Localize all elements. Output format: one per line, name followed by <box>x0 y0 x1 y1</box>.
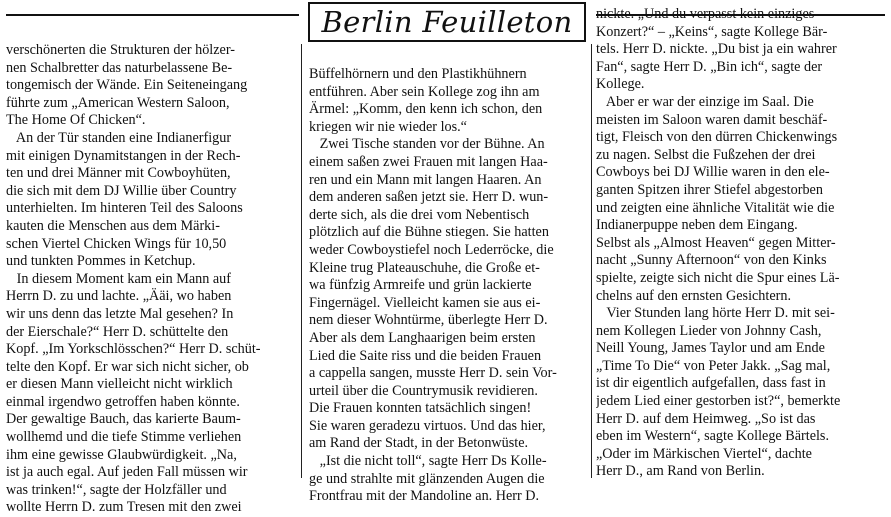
text-line: „Oder im Märkischen Viertel“, dachte <box>596 445 812 462</box>
text-line: Vier Stunden lang hörte Herr D. mit sei- <box>596 305 835 322</box>
text-line: ge und strahlte mit glänzenden Augen die <box>309 470 545 487</box>
text-line: eben im Western“, sagte Kollege Bärtels. <box>596 428 830 445</box>
text-line: jedem Lied einer gestorben ist?“, bemerkte <box>596 393 841 410</box>
text-line: In diesem Moment kam ein Mann auf <box>6 270 231 287</box>
text-line: kriegen wir nie wieder los.“ <box>309 118 467 135</box>
text-line: Büffelhörnern und den Plastikhühnern <box>309 66 527 82</box>
section-title: Berlin Feuilleton <box>321 5 573 39</box>
text-line: Der gewaltige Bauch, das karierte Baum- <box>6 411 241 428</box>
text-line: Kopf. „Im Yorkschlösschen?“ Herr D. schüt- <box>6 341 261 358</box>
text-line: Konzert?“ – „Keins“, sagte Kollege Bär- <box>596 23 828 40</box>
text-line: plötzlich auf die Bühne stiegen. Sie hatten <box>309 224 549 241</box>
top-rule-left <box>6 14 299 16</box>
article-column-2 <box>309 66 588 506</box>
text-line: ist ja auch egal. Auf jeden Fall müssen wir <box>6 464 248 481</box>
text-line: Fingernägel. Vielleicht kamen sie aus ei- <box>309 294 541 311</box>
text-line: ren und ein Mann mit langen Haaren. An <box>309 171 542 188</box>
text-line: Aber als dem Langhaarigen beim ersten <box>309 329 536 346</box>
text-line: der Eierschale?“ Herr D. schüttelte den <box>6 323 229 340</box>
column-divider-2 <box>591 44 592 478</box>
text-line: wa fünfzig Armreife und grün lackierte <box>309 277 532 294</box>
text-line: An der Tür standen eine Indianerfigur <box>6 129 232 146</box>
text-line: wollte Herrn D. zum Tresen mit den zwei <box>6 499 242 516</box>
text-line: einmal irgendwo getroffen haben könnte. <box>6 393 240 410</box>
text-line: Kollege. <box>596 76 645 93</box>
text-line: nem Kollegen Lieder von Johnny Cash, <box>596 322 822 339</box>
text-line: Herr D. auf dem Heimweg. „So ist das <box>596 410 816 427</box>
text-line: „Time To Die“ von Peter Jakk. „Sag mal, <box>596 357 831 374</box>
text-line: Selbst als „Almost Heaven“ gegen Mitter- <box>596 234 836 251</box>
text-line: ihm eine gewisse Glaubwürdigkeit. „Na, <box>6 446 237 463</box>
text-line: wollhemd und die tiefe Stimme verliehen <box>6 429 242 446</box>
text-line: tigt, Fleisch von den dürren Chickenwings <box>596 129 838 146</box>
text-line: ist dir eigentlich aufgefallen, dass fast in <box>596 375 826 392</box>
text-line: Aber er war der einzige im Saal. Die <box>596 93 814 110</box>
text-line: Zwei Tische standen vor der Bühne. An <box>309 136 545 153</box>
text-line: Indianerpuppe neben dem Eingang. <box>596 217 798 234</box>
text-line: Frontfrau mit der Mandoline an. Herr D. <box>309 488 540 505</box>
text-line: meisten im Saloon waren damit beschäf- <box>596 111 828 128</box>
text-line: The Home Of Chicken“. <box>6 112 146 129</box>
text-line: führte zum „American Western Saloon, <box>6 94 230 111</box>
text-line: wir uns denn das letzte Mal gesehen? In <box>6 305 234 322</box>
text-line: mit einigen Dynamitstangen in der Rech- <box>6 147 241 164</box>
text-line: chelns auf den ernsten Gesichtern. <box>596 287 792 304</box>
text-line: Die Frauen konnten tatsächlich singen! <box>309 400 532 417</box>
text-line: nem dieser Wohntürme, überlegte Herr D. <box>309 312 548 329</box>
text-line: Neill Young, James Taylor und am Ende <box>596 340 825 357</box>
text-line: Fan“, sagte Herr D. „Bin ich“, sagte der <box>596 58 823 75</box>
text-line: nen Schalbretter das naturbelassene Be- <box>6 59 233 76</box>
text-line: a cappella sangen, musste Herr D. sein Vor- <box>309 365 557 382</box>
text-line: spielte, zeigte sich nicht die Spur eines Lä- <box>596 269 840 286</box>
column-divider-1 <box>301 44 302 478</box>
text-line: nickte. „Und du verpasst kein einziges <box>596 6 815 22</box>
text-line: derte sich, als die drei vom Nebentisch <box>309 206 530 223</box>
article-column-3 <box>596 6 885 481</box>
text-line: zu nagen. Selbst die Fußzehen der drei <box>596 146 816 163</box>
text-line: schen Viertel Chicken Wings für 10,50 <box>6 235 227 252</box>
text-line: Sie waren geradezu virtuos. Und das hier, <box>309 417 546 434</box>
text-line: „Ist die nicht toll“, sagte Herr Ds Kolle- <box>309 453 547 470</box>
text-line: einem saßen zwei Frauen mit langen Haa- <box>309 153 548 170</box>
text-line: verschönerten die Strukturen der hölzer- <box>6 42 235 58</box>
text-line: Herrn D. zu und lachte. „Ääi, wo haben <box>6 288 232 305</box>
text-line: unterhielten. Im hinteren Teil des Saloons <box>6 200 243 217</box>
text-line: Cowboys bei DJ Willie waren in den ele- <box>596 164 830 181</box>
text-line: ganten Spitzen ihrer Stiefel abgestorben <box>596 181 823 198</box>
text-line: telte den Kopf. Er war sich nicht sicher, ob <box>6 358 249 375</box>
text-line: und zeigten eine ähnliche Vitalität wie die <box>596 199 835 216</box>
text-line: und tunkten Pommes in Ketchup. <box>6 253 196 270</box>
text-line: Ärmel: „Komm, den kenn ich schon, den <box>309 101 543 118</box>
text-line: am Rand der Stadt, in der Betonwüste. <box>309 435 529 452</box>
text-line: was trinken!“, sagte der Holzfäller und <box>6 481 227 498</box>
section-header-box <box>308 2 586 42</box>
text-line: Lied die Saite riss und die beiden Frauen <box>309 347 542 364</box>
text-line: Kleine trug Plateauschuhe, die Große et- <box>309 259 540 276</box>
text-line: er diesen Mann vielleicht nicht wirklich <box>6 376 233 393</box>
text-line: tels. Herr D. nickte. „Du bist ja ein wahrer <box>596 41 837 58</box>
text-line: nacht „Sunny Afternoon“ von den Kinks <box>596 252 827 269</box>
text-line: weder Cowboystiefel noch Lederröcke, die <box>309 241 554 258</box>
article-column-1 <box>6 42 294 517</box>
text-line: entführen. Aber sein Kollege zog ihn am <box>309 83 540 100</box>
text-line: tongemisch der Wände. Ein Seiteneingang <box>6 77 248 94</box>
text-line: Herr D., am Rand von Berlin. <box>596 463 765 480</box>
text-line: kauten die Menschen aus dem Märki- <box>6 217 220 234</box>
text-line: die sich mit dem DJ Willie über Country <box>6 182 237 199</box>
text-line: urteil über die Countrymusik revidieren. <box>309 382 538 399</box>
text-line: ten und drei Männer mit Cowboyhüten, <box>6 165 231 182</box>
text-line: dem anderen saßen jetzt sie. Herr D. wun- <box>309 189 549 206</box>
